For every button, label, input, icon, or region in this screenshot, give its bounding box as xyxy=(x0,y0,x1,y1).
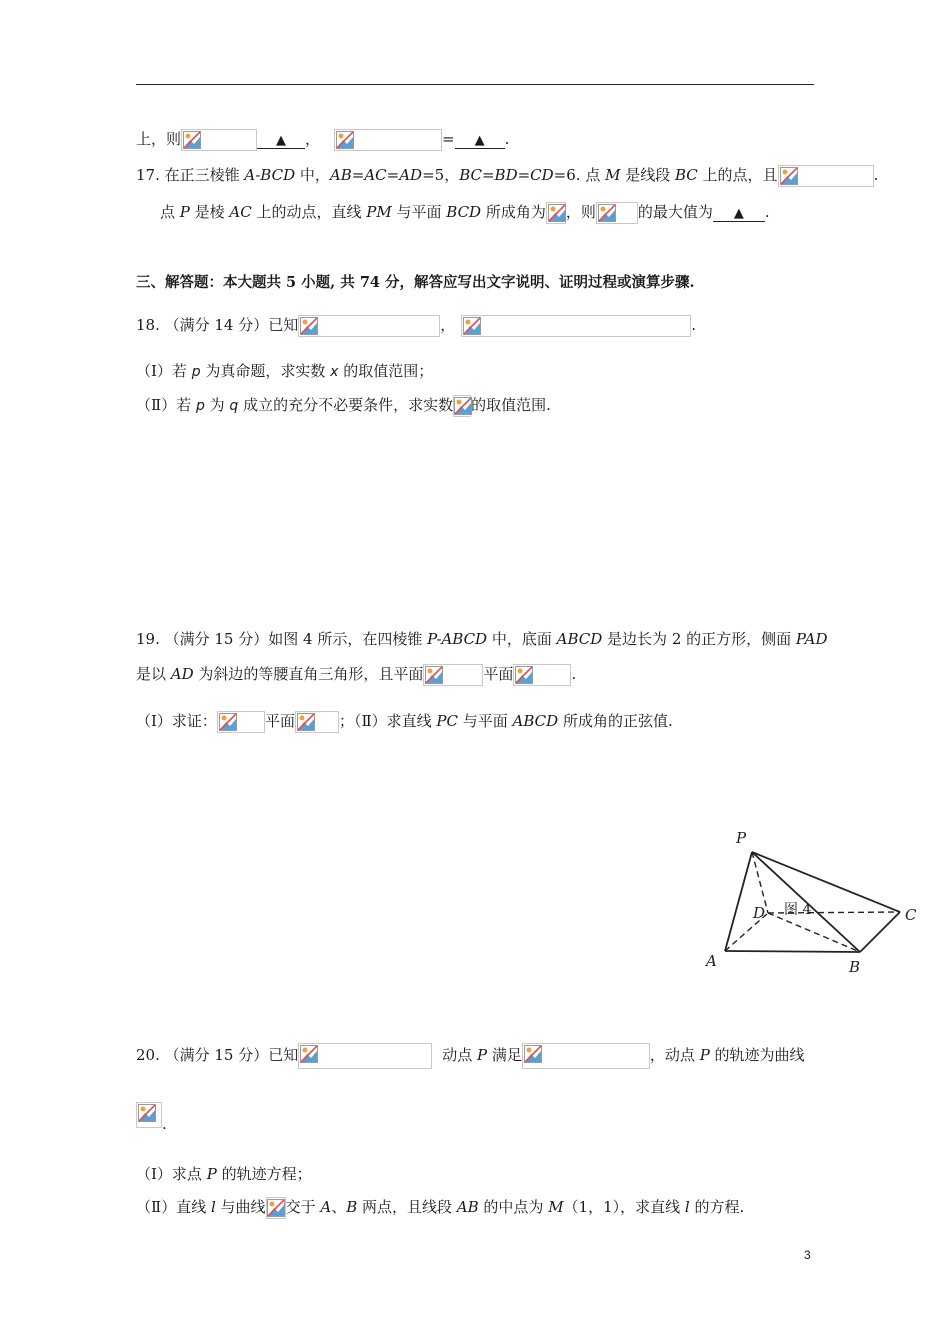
broken-image-icon xyxy=(300,1045,318,1063)
formula-image xyxy=(522,1043,650,1069)
answer-blank: ▲ xyxy=(455,132,505,149)
q19-line-1: 19. （满分 15 分）如图 4 所示，在四棱锥 P-ABCD 中，底面 ABCD 是边长为 2 的正方形，侧面 PAD xyxy=(136,630,828,648)
q19-line-2: 是以 AD 为斜边的等腰直角三角形，且平面 平面 . xyxy=(136,663,576,686)
text: 上，则 xyxy=(136,130,182,148)
edge-BC xyxy=(860,912,900,952)
q20-line-1: 20. （满分 15 分）已知 动点 P 满足 ，动点 P 的轨迹为曲线 xyxy=(136,1043,805,1069)
vertex-label-C: C xyxy=(905,906,917,924)
edge-PC xyxy=(752,852,900,912)
vertex-label-D: D xyxy=(753,904,766,922)
text: ， xyxy=(305,130,321,148)
q20-line-2: . xyxy=(136,1102,167,1133)
q18-part-1: （Ⅰ）若 p 为真命题，求实数 x 的取值范围； xyxy=(136,362,434,380)
q19-line-3: （Ⅰ）求证： 平面 ；（Ⅱ）求直线 PC 与平面 ABCD 所成角的正弦值. xyxy=(136,710,673,733)
q18-stem: 18. （满分 14 分）已知 ， . xyxy=(136,314,696,337)
vertex-label-P: P xyxy=(736,829,747,847)
q17-line-1: 17. 在正三棱锥 A-BCD 中，AB=AC=AD=5，BC=BD=CD=6. 点 M 是线段 BC 上的点，且 . xyxy=(136,164,878,187)
page-number: 3 xyxy=(804,1248,811,1262)
section-heading: 三、解答题：本大题共 5 小题, 共 74 分，解答应写出文字说明、证明过程或演算步骤. xyxy=(136,274,695,291)
figure-caption: 图 4 xyxy=(784,902,812,918)
formula-image xyxy=(136,1102,162,1128)
edge-AB xyxy=(725,951,860,952)
formula-image xyxy=(266,1197,286,1219)
q20-part-2: （Ⅱ）直线 l 与曲线 交于 A、B 两点，且线段 AB 的中点为 M（1，1），求直线 l 的方程. xyxy=(136,1196,744,1219)
q17-line-2: 点 P 是棱 AC 上的动点，直线 PM 与平面 BCD 所成角为 ，则 的最大值为 ▲ . xyxy=(160,201,770,224)
q18-part-2: （Ⅱ）若 p 为 q 成立的充分不必要条件，求实数 的取值范围. xyxy=(136,394,551,417)
formula-image xyxy=(298,1043,432,1069)
text: = xyxy=(442,130,455,148)
broken-image-icon xyxy=(267,1199,285,1217)
text: . xyxy=(504,130,510,148)
answer-blank: ▲ xyxy=(713,205,765,222)
edge-PA xyxy=(725,852,752,951)
vertex-label-A: A xyxy=(706,952,717,970)
broken-image-icon xyxy=(138,1104,156,1122)
broken-image-icon xyxy=(524,1045,542,1063)
vertex-label-B: B xyxy=(849,958,861,976)
q20-part-1: （Ⅰ）求点 P 的轨迹方程； xyxy=(136,1165,312,1183)
answer-blank: ▲ xyxy=(257,132,305,149)
edge-DB xyxy=(768,913,860,952)
